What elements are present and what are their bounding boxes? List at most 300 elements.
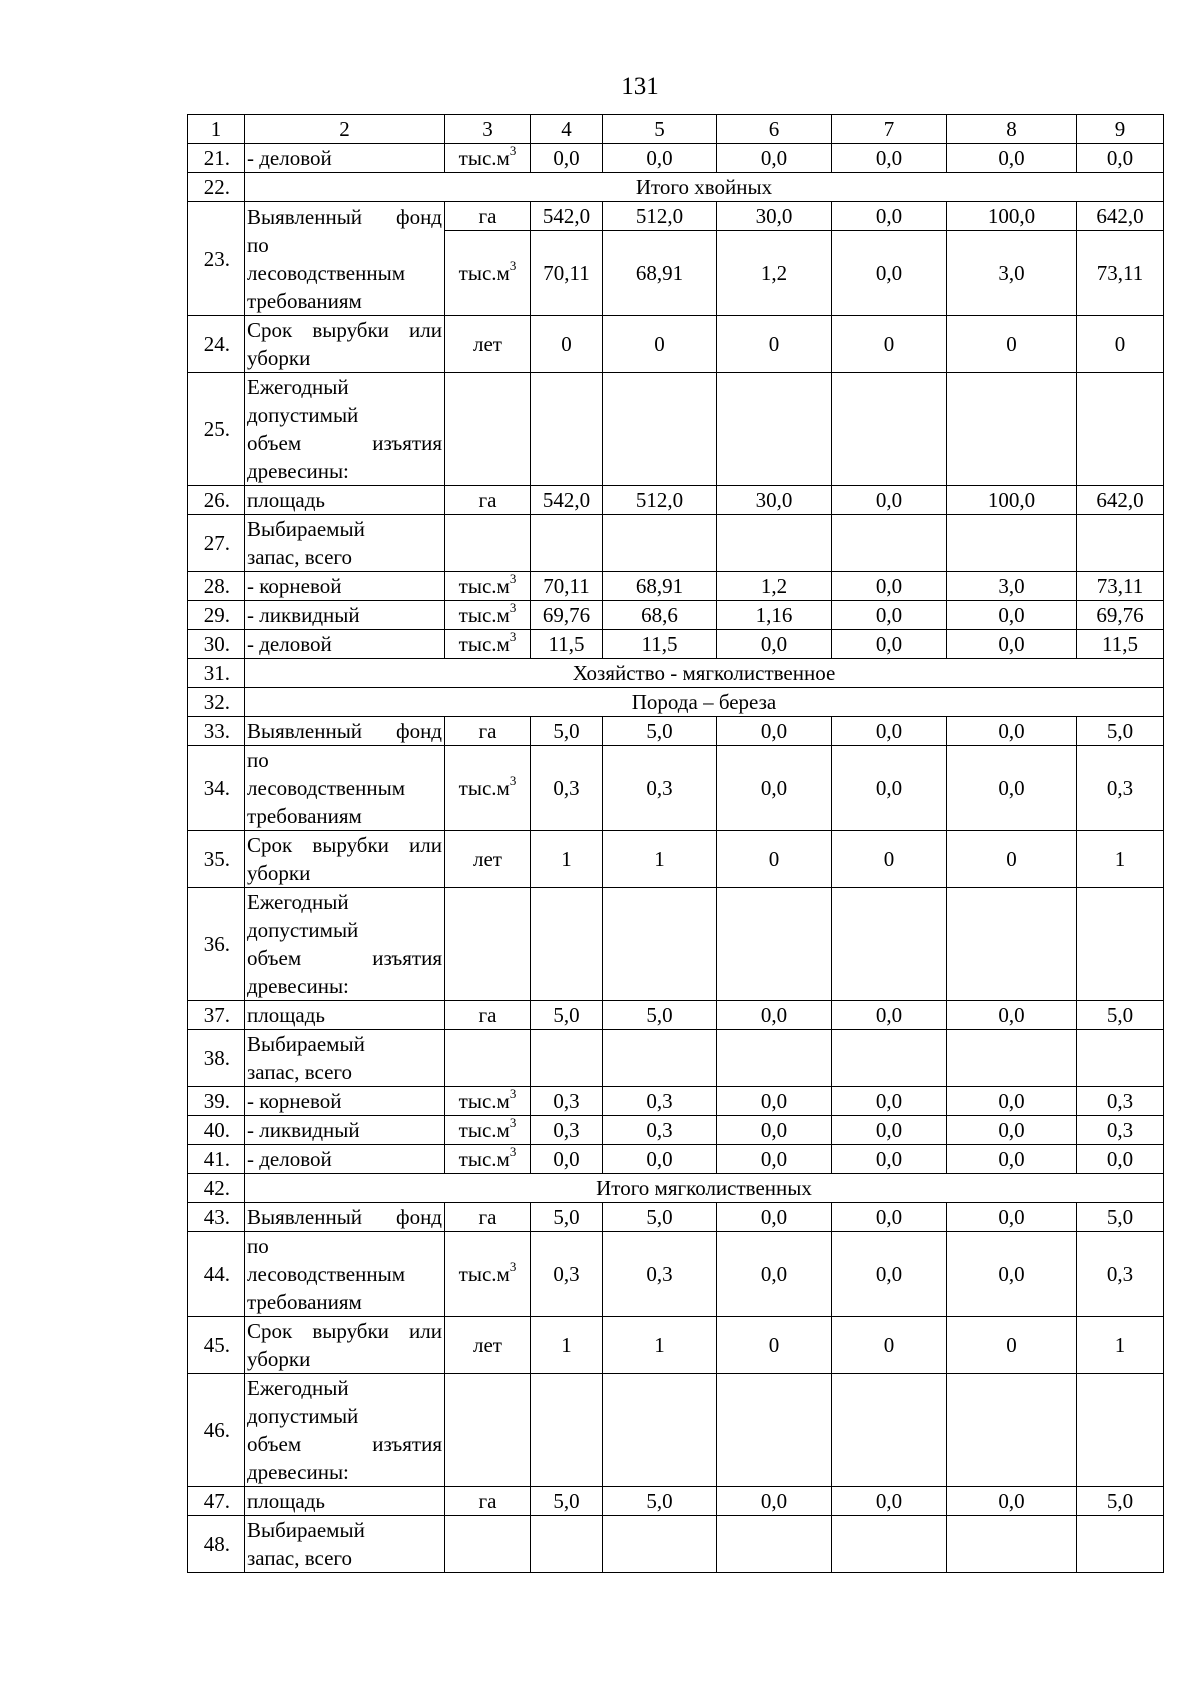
row-number: 44. xyxy=(188,1232,245,1317)
row-number: 47. xyxy=(188,1487,245,1516)
value-cell: 0,0 xyxy=(832,746,947,831)
table-row xyxy=(188,486,1164,515)
value-cell xyxy=(1077,373,1164,486)
value-cell xyxy=(717,373,832,486)
value-cell: 70,11 xyxy=(531,231,603,316)
row-label-line: допустимый xyxy=(247,1404,359,1428)
unit-cell xyxy=(445,1374,531,1487)
value-cell: 0,0 xyxy=(832,1203,947,1232)
row-label xyxy=(245,1487,445,1516)
value-cell: 0,0 xyxy=(947,1232,1077,1317)
value-cell: 0 xyxy=(1077,316,1164,373)
row-number: 30. xyxy=(188,630,245,659)
value-cell: 0,0 xyxy=(717,1116,832,1145)
value-cell: 68,6 xyxy=(603,601,717,630)
value-cell: 0,0 xyxy=(832,717,947,746)
row-label-line: - ликвидный xyxy=(247,603,360,627)
row-label-line: Ежегодный xyxy=(247,375,349,399)
value-cell: 73,11 xyxy=(1077,572,1164,601)
unit-cell xyxy=(445,1317,531,1374)
value-cell: 5,0 xyxy=(1077,717,1164,746)
value-cell: 0,0 xyxy=(531,1145,603,1174)
row-label-line: допустимый xyxy=(247,918,359,942)
table-row xyxy=(188,373,1164,486)
row-label xyxy=(245,630,445,659)
value-cell xyxy=(717,515,832,572)
value-cell: 69,76 xyxy=(531,601,603,630)
value-cell: 0,0 xyxy=(947,1001,1077,1030)
value-cell: 0,0 xyxy=(531,144,603,173)
table-row xyxy=(188,1145,1164,1174)
row-number: 26. xyxy=(188,486,245,515)
value-cell: 0,0 xyxy=(832,630,947,659)
value-cell xyxy=(1077,1030,1164,1087)
value-cell: 5,0 xyxy=(531,1203,603,1232)
row-label xyxy=(245,1087,445,1116)
value-cell: 1,2 xyxy=(717,572,832,601)
unit-superscript: 3 xyxy=(509,1259,517,1274)
row-number: 38. xyxy=(188,1030,245,1087)
value-cell: 0,0 xyxy=(947,601,1077,630)
value-cell: 11,5 xyxy=(1077,630,1164,659)
row-label-line: - деловой xyxy=(247,146,332,170)
unit-cell xyxy=(445,486,531,515)
value-cell: 0,3 xyxy=(603,746,717,831)
row-label-line: древесины: xyxy=(247,974,349,998)
value-cell: 1 xyxy=(603,831,717,888)
value-cell: 5,0 xyxy=(603,1203,717,1232)
value-cell: 73,11 xyxy=(1077,231,1164,316)
row-number: 41. xyxy=(188,1145,245,1174)
page-number: 131 xyxy=(621,73,659,100)
value-cell xyxy=(832,515,947,572)
value-cell xyxy=(1077,1374,1164,1487)
value-cell: 0,0 xyxy=(832,144,947,173)
row-number: 32. xyxy=(188,688,245,717)
value-cell: 30,0 xyxy=(717,486,832,515)
unit-text: га xyxy=(478,488,497,512)
row-label-line: уборки xyxy=(247,346,311,370)
value-cell: 69,76 xyxy=(1077,601,1164,630)
unit-text: тыс.м xyxy=(458,776,510,800)
section-row xyxy=(188,659,1164,688)
value-cell: 0,0 xyxy=(832,1487,947,1516)
unit-cell xyxy=(445,831,531,888)
value-cell: 0,0 xyxy=(832,202,947,231)
row-label-line: лесоводственным xyxy=(247,1262,405,1286)
row-label-line: по xyxy=(247,748,269,772)
value-cell: 0,3 xyxy=(1077,746,1164,831)
unit-text: тыс.м xyxy=(458,1262,510,1286)
row-label-line: требованиям xyxy=(247,804,362,828)
value-cell: 0,0 xyxy=(832,1232,947,1317)
value-cell xyxy=(947,373,1077,486)
unit-superscript: 3 xyxy=(509,1086,517,1101)
row-label-line: Срок вырубки или xyxy=(247,833,442,857)
value-cell: 512,0 xyxy=(603,486,717,515)
value-cell: 0,0 xyxy=(717,144,832,173)
unit-cell xyxy=(445,717,531,746)
value-cell: 0,3 xyxy=(531,1116,603,1145)
value-cell: 0,0 xyxy=(717,1001,832,1030)
unit-cell xyxy=(445,231,531,316)
unit-text: тыс.м xyxy=(458,1089,510,1113)
table-row xyxy=(188,1001,1164,1030)
row-number: 42. xyxy=(188,1174,245,1203)
unit-superscript: 3 xyxy=(509,773,517,788)
value-cell: 0,0 xyxy=(832,1116,947,1145)
value-cell xyxy=(947,1030,1077,1087)
unit-cell xyxy=(445,1001,531,1030)
value-cell: 0,0 xyxy=(1077,144,1164,173)
column-header: 4 xyxy=(531,115,603,144)
table-row xyxy=(188,1203,1164,1232)
value-cell: 1 xyxy=(603,1317,717,1374)
row-label xyxy=(245,373,445,486)
row-label-line: объем изъятия xyxy=(247,431,442,455)
value-cell: 3,0 xyxy=(947,572,1077,601)
row-label xyxy=(245,831,445,888)
unit-cell xyxy=(445,572,531,601)
value-cell: 0 xyxy=(717,316,832,373)
value-cell xyxy=(603,1030,717,1087)
value-cell xyxy=(531,1030,603,1087)
row-number: 23. xyxy=(188,202,245,316)
row-label-line: Выявленный фонд xyxy=(247,719,442,743)
row-label-line: - деловой xyxy=(247,1147,332,1171)
value-cell: 68,91 xyxy=(603,572,717,601)
row-label-line: - деловой xyxy=(247,632,332,656)
unit-cell xyxy=(445,1087,531,1116)
unit-text: тыс.м xyxy=(458,1147,510,1171)
value-cell: 5,0 xyxy=(603,1001,717,1030)
table-row xyxy=(188,144,1164,173)
value-cell: 0,0 xyxy=(832,1087,947,1116)
column-header: 3 xyxy=(445,115,531,144)
row-number: 25. xyxy=(188,373,245,486)
row-label-line: запас, всего xyxy=(247,1060,352,1084)
column-header: 7 xyxy=(832,115,947,144)
value-cell: 0,0 xyxy=(717,1203,832,1232)
unit-superscript: 3 xyxy=(509,1115,517,1130)
row-number: 35. xyxy=(188,831,245,888)
value-cell: 1 xyxy=(1077,1317,1164,1374)
value-cell: 0,0 xyxy=(717,717,832,746)
row-label-line: площадь xyxy=(247,1003,325,1027)
table-row xyxy=(188,601,1164,630)
unit-cell xyxy=(445,1487,531,1516)
unit-text: га xyxy=(478,204,497,228)
table-row xyxy=(188,1516,1164,1573)
row-label-line: допустимый xyxy=(247,403,359,427)
unit-text: тыс.м xyxy=(458,146,510,170)
row-label-line: площадь xyxy=(247,1489,325,1513)
table-row xyxy=(188,1487,1164,1516)
value-cell xyxy=(947,888,1077,1001)
unit-cell xyxy=(445,601,531,630)
value-cell: 0,0 xyxy=(832,1001,947,1030)
row-label-line: Выбираемый xyxy=(247,1518,365,1542)
value-cell xyxy=(603,515,717,572)
row-label xyxy=(245,1374,445,1487)
value-cell xyxy=(603,1516,717,1573)
value-cell xyxy=(531,888,603,1001)
row-label-line: лесоводственным xyxy=(247,776,405,800)
unit-cell xyxy=(445,1145,531,1174)
row-number: 39. xyxy=(188,1087,245,1116)
value-cell: 70,11 xyxy=(531,572,603,601)
row-label-line: Выбираемый xyxy=(247,517,365,541)
value-cell: 30,0 xyxy=(717,202,832,231)
value-cell xyxy=(832,1030,947,1087)
row-label xyxy=(245,1145,445,1174)
value-cell: 542,0 xyxy=(531,202,603,231)
value-cell: 0,0 xyxy=(947,1203,1077,1232)
value-cell: 642,0 xyxy=(1077,486,1164,515)
value-cell: 0 xyxy=(531,316,603,373)
row-label xyxy=(245,572,445,601)
section-title: Итого хвойных xyxy=(245,173,1164,202)
unit-superscript: 3 xyxy=(509,143,517,158)
section-title: Итого мягколиственных xyxy=(245,1174,1164,1203)
row-number: 29. xyxy=(188,601,245,630)
value-cell: 5,0 xyxy=(531,1487,603,1516)
value-cell: 5,0 xyxy=(531,1001,603,1030)
unit-cell xyxy=(445,316,531,373)
row-label-line: - корневой xyxy=(247,574,342,598)
value-cell xyxy=(1077,888,1164,1001)
value-cell: 0,3 xyxy=(1077,1116,1164,1145)
row-number: 43. xyxy=(188,1203,245,1232)
value-cell: 0 xyxy=(947,316,1077,373)
table-row xyxy=(188,202,1164,231)
row-label-line: Выявленный фонд xyxy=(247,1205,442,1229)
row-label-line: по xyxy=(247,232,269,257)
unit-cell xyxy=(445,1030,531,1087)
unit-superscript: 3 xyxy=(509,1144,517,1159)
row-label-line: Срок вырубки или xyxy=(247,318,442,342)
value-cell xyxy=(531,1516,603,1573)
value-cell: 0,0 xyxy=(717,630,832,659)
row-label xyxy=(245,144,445,173)
value-cell: 642,0 xyxy=(1077,202,1164,231)
row-label-line: запас, всего xyxy=(247,1546,352,1570)
row-label-line: требованиям xyxy=(247,288,362,313)
unit-cell xyxy=(445,1203,531,1232)
value-cell: 3,0 xyxy=(947,231,1077,316)
table-row xyxy=(188,1317,1164,1374)
column-header: 1 xyxy=(188,115,245,144)
row-label-line: уборки xyxy=(247,1347,311,1371)
unit-cell xyxy=(445,202,531,231)
row-label-line: по xyxy=(247,1234,269,1258)
value-cell: 0,3 xyxy=(603,1087,717,1116)
value-cell xyxy=(603,373,717,486)
row-label xyxy=(245,1116,445,1145)
row-number: 37. xyxy=(188,1001,245,1030)
row-label-line: объем изъятия xyxy=(247,1432,442,1456)
row-label-line: Выявленный фонд xyxy=(247,204,442,229)
section-title: Хозяйство - мягколиственное xyxy=(245,659,1164,688)
value-cell: 100,0 xyxy=(947,202,1077,231)
value-cell: 0,0 xyxy=(947,717,1077,746)
value-cell: 5,0 xyxy=(1077,1487,1164,1516)
value-cell xyxy=(531,515,603,572)
value-cell xyxy=(947,515,1077,572)
row-number: 28. xyxy=(188,572,245,601)
row-number: 45. xyxy=(188,1317,245,1374)
value-cell: 0,0 xyxy=(832,1145,947,1174)
column-header: 2 xyxy=(245,115,445,144)
unit-text: лет xyxy=(473,847,502,871)
unit-cell xyxy=(445,144,531,173)
value-cell: 0 xyxy=(832,1317,947,1374)
row-number: 27. xyxy=(188,515,245,572)
table-row xyxy=(188,1087,1164,1116)
value-cell: 0,3 xyxy=(1077,1232,1164,1317)
value-cell: 0,0 xyxy=(947,746,1077,831)
row-label xyxy=(245,746,445,831)
value-cell: 5,0 xyxy=(1077,1001,1164,1030)
value-cell xyxy=(531,373,603,486)
value-cell: 0,0 xyxy=(947,630,1077,659)
value-cell: 1,16 xyxy=(717,601,832,630)
unit-text: тыс.м xyxy=(458,603,510,627)
column-header: 6 xyxy=(717,115,832,144)
value-cell xyxy=(1077,1516,1164,1573)
value-cell: 1,2 xyxy=(717,231,832,316)
value-cell: 11,5 xyxy=(603,630,717,659)
value-cell: 0,0 xyxy=(717,1487,832,1516)
unit-cell xyxy=(445,515,531,572)
value-cell: 11,5 xyxy=(531,630,603,659)
value-cell: 0,0 xyxy=(832,572,947,601)
row-label-line: Выбираемый xyxy=(247,1032,365,1056)
value-cell: 0,3 xyxy=(1077,1087,1164,1116)
row-number: 36. xyxy=(188,888,245,1001)
row-label-line: Ежегодный xyxy=(247,1376,349,1400)
value-cell xyxy=(832,1516,947,1573)
value-cell: 0 xyxy=(947,1317,1077,1374)
section-title: Порода – береза xyxy=(245,688,1164,717)
value-cell: 0,3 xyxy=(531,746,603,831)
table-row xyxy=(188,888,1164,1001)
value-cell: 0,0 xyxy=(947,1145,1077,1174)
unit-text: тыс.м xyxy=(458,632,510,656)
row-label xyxy=(245,486,445,515)
value-cell: 0 xyxy=(717,831,832,888)
row-label-line: - корневой xyxy=(247,1089,342,1113)
value-cell: 0,0 xyxy=(947,1487,1077,1516)
value-cell xyxy=(531,1374,603,1487)
value-cell xyxy=(832,888,947,1001)
row-label-line: требованиям xyxy=(247,1290,362,1314)
unit-cell xyxy=(445,373,531,486)
unit-text: га xyxy=(478,719,497,743)
value-cell: 5,0 xyxy=(531,717,603,746)
table-row xyxy=(188,1374,1164,1487)
value-cell: 512,0 xyxy=(603,202,717,231)
value-cell xyxy=(717,1030,832,1087)
row-label xyxy=(245,202,445,316)
table-row xyxy=(188,1030,1164,1087)
unit-text: тыс.м xyxy=(458,261,510,285)
value-cell: 1 xyxy=(531,1317,603,1374)
row-number: 40. xyxy=(188,1116,245,1145)
unit-superscript: 3 xyxy=(509,258,517,273)
row-label-line: объем изъятия xyxy=(247,946,442,970)
value-cell xyxy=(717,1374,832,1487)
row-number: 31. xyxy=(188,659,245,688)
value-cell xyxy=(717,888,832,1001)
value-cell: 0,0 xyxy=(717,746,832,831)
table-row xyxy=(188,515,1164,572)
row-label xyxy=(245,316,445,373)
row-label-line: уборки xyxy=(247,861,311,885)
unit-text: тыс.м xyxy=(458,574,510,598)
value-cell: 1 xyxy=(1077,831,1164,888)
row-label-line: Срок вырубки или xyxy=(247,1319,442,1343)
row-label xyxy=(245,1001,445,1030)
column-header: 9 xyxy=(1077,115,1164,144)
row-number: 33. xyxy=(188,717,245,746)
row-number: 22. xyxy=(188,173,245,202)
value-cell: 0,0 xyxy=(832,601,947,630)
value-cell: 0,0 xyxy=(717,1145,832,1174)
row-label xyxy=(245,1317,445,1374)
value-cell: 0,3 xyxy=(531,1232,603,1317)
section-row xyxy=(188,173,1164,202)
value-cell: 0 xyxy=(717,1317,832,1374)
value-cell: 68,91 xyxy=(603,231,717,316)
row-label xyxy=(245,1030,445,1087)
value-cell: 0,0 xyxy=(1077,1145,1164,1174)
unit-cell xyxy=(445,1116,531,1145)
row-label-line: древесины: xyxy=(247,1460,349,1484)
value-cell xyxy=(947,1516,1077,1573)
value-cell xyxy=(947,1374,1077,1487)
value-cell: 0,0 xyxy=(717,1087,832,1116)
table-row xyxy=(188,316,1164,373)
value-cell: 5,0 xyxy=(1077,1203,1164,1232)
value-cell: 0 xyxy=(832,831,947,888)
row-label xyxy=(245,717,445,746)
value-cell xyxy=(717,1516,832,1573)
section-row xyxy=(188,688,1164,717)
value-cell: 0,0 xyxy=(947,1087,1077,1116)
table-row xyxy=(188,746,1164,831)
row-label-line: лесоводственным xyxy=(247,260,405,285)
value-cell xyxy=(832,373,947,486)
table-row xyxy=(188,831,1164,888)
table-body xyxy=(188,115,1164,1573)
value-cell: 0 xyxy=(832,316,947,373)
row-label-line: Ежегодный xyxy=(247,890,349,914)
unit-cell xyxy=(445,888,531,1001)
unit-text: га xyxy=(478,1003,497,1027)
column-header: 5 xyxy=(603,115,717,144)
column-header: 8 xyxy=(947,115,1077,144)
row-label-line: - ликвидный xyxy=(247,1118,360,1142)
value-cell: 0 xyxy=(603,316,717,373)
value-cell: 5,0 xyxy=(603,1487,717,1516)
value-cell: 5,0 xyxy=(603,717,717,746)
row-label-line: запас, всего xyxy=(247,545,352,569)
row-number: 24. xyxy=(188,316,245,373)
table-row xyxy=(188,1232,1164,1317)
value-cell: 1 xyxy=(531,831,603,888)
value-cell: 100,0 xyxy=(947,486,1077,515)
